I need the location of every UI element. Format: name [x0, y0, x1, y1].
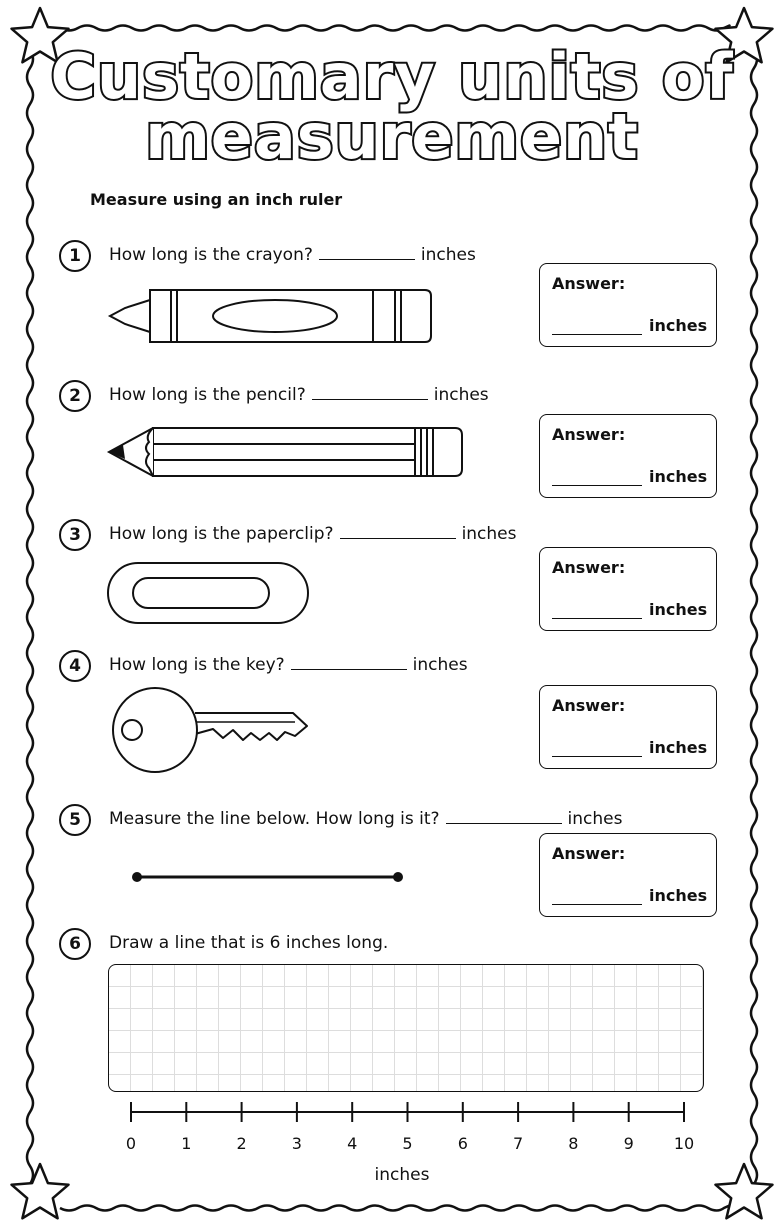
- question-3-prompt: How long is the paperclip?: [109, 524, 334, 544]
- question-5-text: [109, 809, 622, 829]
- question-4-blank[interactable]: [291, 655, 407, 670]
- measure-line: [128, 868, 408, 886]
- question-4-text: [109, 655, 468, 675]
- question-number-5: 5: [59, 804, 91, 836]
- question-number-1: 1: [59, 240, 91, 272]
- answer-blank[interactable]: [552, 886, 642, 905]
- paperclip-icon: [105, 560, 313, 628]
- question-5-prompt: Measure the line below. How long is it?: [109, 809, 440, 829]
- page-title-line-2: measurement: [145, 100, 639, 173]
- answer-box-1[interactable]: [539, 263, 717, 347]
- answer-box-4[interactable]: [539, 685, 717, 769]
- question-3-blank[interactable]: [340, 524, 456, 539]
- answer-box-2[interactable]: [539, 414, 717, 498]
- border-wave: [751, 50, 757, 1189]
- question-number-6: 6: [59, 928, 91, 960]
- page-title-line-1: Customary units of: [50, 40, 734, 113]
- ruler-tick-label: 3: [291, 1134, 302, 1153]
- answer-unit: inches: [649, 886, 708, 905]
- drawing-grid[interactable]: [108, 964, 704, 1092]
- star-icon: [12, 1164, 69, 1218]
- question-number-2: 2: [59, 380, 91, 412]
- question-2-blank[interactable]: [312, 385, 428, 400]
- ruler-tick-label: 7: [513, 1134, 524, 1153]
- question-3-text: [109, 524, 517, 544]
- ruler-tick-label: 8: [568, 1134, 579, 1153]
- border-wave: [60, 26, 730, 31]
- answer-unit: inches: [649, 467, 708, 486]
- line-endpoint-left: [132, 872, 142, 882]
- answer-blank[interactable]: [552, 316, 642, 335]
- line-endpoint-right: [393, 872, 403, 882]
- answer-unit: inches: [649, 738, 708, 757]
- answer-unit: inches: [649, 316, 708, 335]
- ruler: [120, 1098, 700, 1128]
- answer-box-5[interactable]: [539, 833, 717, 917]
- question-1-text: [109, 245, 476, 265]
- ruler-tick-label: 5: [402, 1134, 413, 1153]
- key-icon: [105, 686, 315, 776]
- ruler-unit-label: inches: [374, 1165, 430, 1185]
- question-5-unit: inches: [567, 809, 623, 829]
- question-number-4: 4: [59, 650, 91, 682]
- answer-label: Answer:: [552, 844, 626, 863]
- question-2-text: [109, 385, 489, 405]
- ruler-tick-label: 0: [125, 1134, 137, 1153]
- answer-label: Answer:: [552, 274, 626, 293]
- star-icon: [716, 1164, 773, 1218]
- border-wave: [60, 1206, 730, 1211]
- question-1-prompt: How long is the crayon?: [109, 245, 313, 265]
- answer-box-3[interactable]: [539, 547, 717, 631]
- ruler-tick-label: 10: [673, 1134, 695, 1153]
- question-4-prompt: How long is the key?: [109, 655, 285, 675]
- question-number-3: 3: [59, 519, 91, 551]
- instruction-text: Measure using an inch ruler: [90, 190, 343, 209]
- answer-label: Answer:: [552, 425, 626, 444]
- answer-unit: inches: [649, 600, 708, 619]
- question-5-blank[interactable]: [446, 809, 562, 824]
- answer-blank[interactable]: [552, 600, 642, 619]
- answer-blank[interactable]: [552, 738, 642, 757]
- ruler-tick-label: 6: [457, 1134, 468, 1153]
- ruler-tick-label: 2: [236, 1134, 247, 1153]
- border-wave: [27, 50, 33, 1189]
- question-2-prompt: How long is the pencil?: [109, 385, 306, 405]
- ruler-tick-label: 1: [181, 1134, 192, 1153]
- answer-label: Answer:: [552, 558, 626, 577]
- question-2-unit: inches: [433, 385, 489, 405]
- crayon-icon: [105, 284, 435, 348]
- answer-label: Answer:: [552, 696, 626, 715]
- question-1-unit: inches: [420, 245, 476, 265]
- question-4-unit: inches: [412, 655, 468, 675]
- pencil-icon: [105, 424, 467, 480]
- ruler-tick-label: 4: [347, 1134, 358, 1153]
- answer-blank[interactable]: [552, 467, 642, 486]
- question-3-unit: inches: [461, 524, 517, 544]
- question-6-text: Draw a line that is 6 inches long.: [109, 933, 389, 953]
- question-1-blank[interactable]: [319, 245, 415, 260]
- ruler-tick-label: 9: [623, 1134, 634, 1153]
